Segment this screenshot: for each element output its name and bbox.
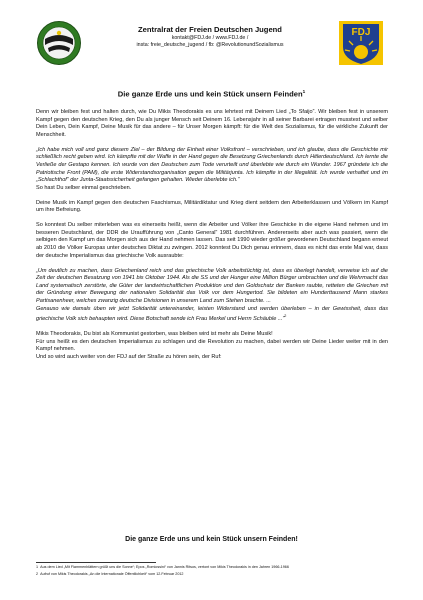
closing-slogan: Die ganze Erde uns und kein Stück unsern Feinden!	[125, 536, 298, 543]
fdj-logo-text: FDJ	[351, 27, 371, 38]
footnote-1	[36, 565, 388, 570]
paragraph-music: Deine Musik im Kampf gegen den deutschen Faschismus, Militärdiktatur und Krieg dient seitdem den Arbeiterklassen und Völkern im Kampf um ihre Befreiung.	[36, 199, 388, 214]
footnote-2-mark: 2	[36, 572, 39, 576]
zentralrat-logo-icon	[36, 20, 82, 66]
footnote-mark-2: 2	[284, 314, 287, 319]
quote-theodorakis-1: „Ich habe mich voll und ganz diesem Ziel – der Bildung der Einheit einer Volksfront – verschrieben, und ich glaube, dass die Geschichte mir schließlich recht geben wird. Ich kämpfte mit der Waffe in der Hand gegen die Besetzung Griechenlands durch Hitlerdeutschland. Ich lernte die Verließe der Gestapo kennen. Ich wurde von den Deutschen zum Tode verurteilt und überlebte wie durch ein Wunder. 1967 gründete ich die Patriotische Front (PAM), die erste Widerstandsorganisation gegen die Militärjunta. Ich kämpfte in der Illegalität. Ich wurde verhaftet und im „Schlachthof“ der Junta-Staatssicherheit gefangen gehalten. Wieder überlebte ich.“	[36, 146, 388, 184]
title-text: Die ganze Erde uns und kein Stück unsern Feinden	[117, 89, 303, 99]
document-title	[0, 89, 423, 99]
social-line: insta: freie_deutsche_jugend / fb: @RevolutionundSozialismus	[136, 42, 284, 49]
paragraph-history: So konntest Du selber miterleben was es einerseits heißt, wenn die Arbeiter und Völker ihre Geschicke in die eigene Hand nehmen und im besseren Deutschland, der DDR die Uraufführung von „Canto General“ 1981 durchführen. Andererseits aber auch was passiert, wenn die selbigen den Kampf um das Morgen sich aus der Hand nehmen lassen. Das seit 1990 wieder größer gewordenen Deutschland begann erneut ab 2010 die Völker Europas unter deutsches Diktat zu zwingen. 2012 konntest Du Dich genau erinnern, dass es nicht das erste Mal war, dass der deutsche Imperialismus das griechische Volk ausraubte:	[36, 222, 388, 259]
paragraph-tribute: Mikis Theodorakis, Du bist als Kommunist gestorben, was bleiben wird ist mehr als Deine Musik!	[36, 331, 273, 338]
quote-theodorakis-2: „Um deutlich zu machen, dass Griechenland reich und das griechische Volk arbeitstüchtig ist, dass es überlegt handelt, verweise ich auf die Zeit der deutschen Besatzung von 1941 bis Oktober 1944. Als die SS und der Hunger eine Million Bürger umbrachten und die Wehrmacht das Land systematisch zerstörte, die Güter der landwirtschaftlichen Produktion und den Goldschatz der Banken raubte, retteten die Griechen mit der Gründung einer Bewegung der nationalen Solidarität das Volk vor dem Hungertod. Sie bildeten ein Hunderttausend Mann starkes Partisanenheer, welches zwanzig deutsche Divisionen in unserem Land zum Stehen brachte. ...	[36, 267, 388, 305]
letterhead	[90, 25, 330, 49]
paragraph-struggle: Für uns heißt es den deutschen Imperialismus zu schlagen und die Revolution zu machen, dabei werden wir Deine Lieder weiter mit in den Kampf nehmen.	[36, 338, 388, 353]
paragraph-opening: Denn wir bleiben fest und halten durch, wie Du Mikis Theodorakis es uns lehrtest mit Deinem Lied „To Sfaijo“. Wir bleiben fest in unserem Kampf gegen den deutschen Krieg, den Du als junger Mensch seit Deinem 16. Lebensjahr in all seiner Barbarei ertragen musstest und selber Dein Leben, Dein Kampf, Deine Musik für das andere – für Unser Morgen kämpft: für die Welt des Sozialismus, für die wirkliche Zukunft der Menschheit.	[36, 109, 388, 138]
footnote-1-mark: 1	[36, 565, 39, 569]
footnote-divider	[36, 562, 156, 563]
quote-attribution: So hast Du selber einmal geschrieben.	[36, 184, 132, 191]
footnote-mark-1: 1	[302, 89, 306, 94]
fdj-logo-icon	[338, 20, 384, 66]
quote-theodorakis-2b	[36, 306, 388, 324]
footnote-1-text: Aus dem Lied „Mit Flammenblättern grüßt uns die Sonne“; Epos „Romiossini“ von Jannis Ritsos, vertont von Mikis Theodorakis in den Jahren 1966-1966	[40, 565, 289, 569]
footnote-2	[36, 572, 388, 577]
letter-body	[36, 109, 388, 361]
footnotes	[36, 565, 388, 579]
footnote-2-text: Aufruf von Mikis Theodorakis „An die Internationale Öffentlichkeit“ vom 12.Februar 2012	[40, 572, 184, 576]
paragraph-call: Und so wird auch weiter von der FDJ auf der Straße zu hören sein, der Ruf:	[36, 353, 222, 360]
contact-line: kontakt@FDJ.de / www.FDJ.de /	[171, 35, 249, 41]
quote-2b-text: Genauso wie damals üben wir jetzt Solidarität untereinander, leisten Widerstand und werden überleben – in der Gewissheit, dass das griechische Volk sich behaupten wird. Diese Botschaft sende ich Frau Merkel und Herrn Schäuble ...“	[36, 305, 388, 323]
organization-name: Zentralrat der Freien Deutschen Jugend	[138, 25, 282, 34]
